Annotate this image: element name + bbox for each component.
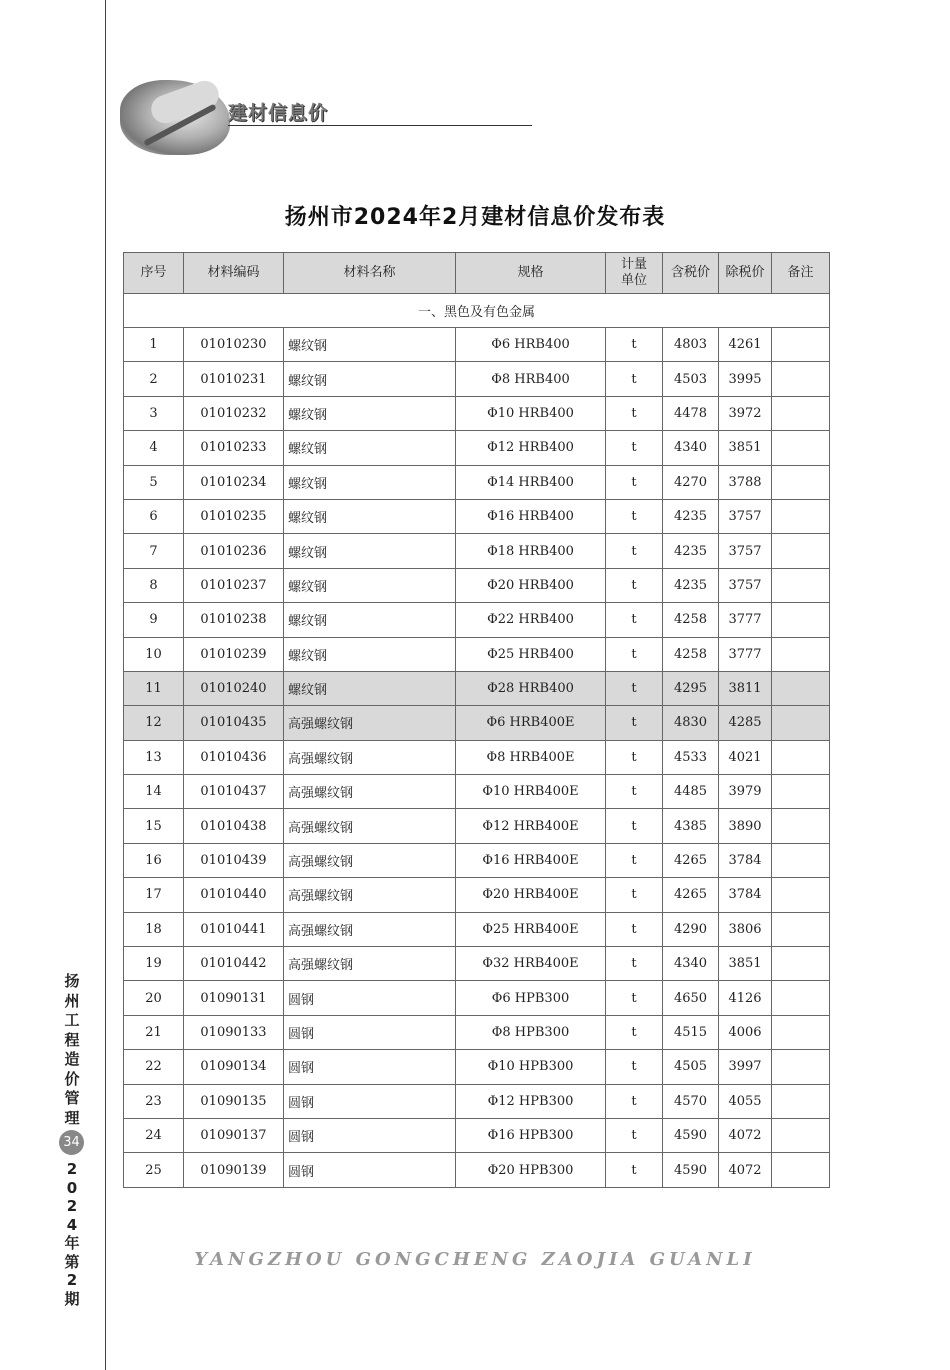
row-remark <box>772 878 830 912</box>
table-row <box>124 1084 830 1118</box>
table-row <box>124 568 830 602</box>
row-name: 高强螺纹钢 <box>284 947 456 981</box>
row-remark <box>772 603 830 637</box>
row-price-notax: 4126 <box>719 981 772 1015</box>
row-price-notax: 3851 <box>719 431 772 465</box>
row-price-notax: 3757 <box>719 534 772 568</box>
row-price-tax: 4340 <box>663 431 719 465</box>
row-spec: Φ8 HRB400 <box>456 362 606 396</box>
journal-name-vertical <box>58 972 86 1128</box>
row-price-tax: 4340 <box>663 947 719 981</box>
row-spec: Φ28 HRB400 <box>456 671 606 705</box>
row-spec: Φ8 HRB400E <box>456 740 606 774</box>
row-remark <box>772 809 830 843</box>
row-seq: 14 <box>124 775 184 809</box>
row-remark <box>772 637 830 671</box>
row-spec: Φ12 HRB400 <box>456 431 606 465</box>
row-seq: 5 <box>124 465 184 499</box>
header-underline <box>228 125 532 126</box>
section-title: 建材信息价 <box>228 102 329 124</box>
row-seq: 18 <box>124 912 184 946</box>
row-spec: Φ6 HPB300 <box>456 981 606 1015</box>
row-seq: 22 <box>124 1050 184 1084</box>
row-code: 01010240 <box>184 671 284 705</box>
row-name: 高强螺纹钢 <box>284 912 456 946</box>
row-seq: 15 <box>124 809 184 843</box>
issue-text: 2024年第2期 <box>64 1160 80 1308</box>
row-price-notax: 3890 <box>719 809 772 843</box>
row-remark <box>772 671 830 705</box>
row-unit: t <box>606 534 663 568</box>
category-label: 一、黑色及有色金属 <box>124 294 830 328</box>
row-spec: Φ10 HPB300 <box>456 1050 606 1084</box>
row-seq: 13 <box>124 740 184 774</box>
price-table <box>123 252 830 1188</box>
header-remark: 备注 <box>772 253 830 294</box>
row-spec: Φ14 HRB400 <box>456 465 606 499</box>
row-name: 螺纹钢 <box>284 568 456 602</box>
row-price-notax: 4021 <box>719 740 772 774</box>
row-spec: Φ20 HRB400 <box>456 568 606 602</box>
row-seq: 3 <box>124 396 184 430</box>
table-row <box>124 912 830 946</box>
row-name: 螺纹钢 <box>284 396 456 430</box>
row-price-tax: 4515 <box>663 1015 719 1049</box>
row-code: 01010441 <box>184 912 284 946</box>
row-price-tax: 4385 <box>663 809 719 843</box>
row-unit: t <box>606 740 663 774</box>
row-price-notax: 3757 <box>719 499 772 533</box>
table-row <box>124 328 830 362</box>
row-unit: t <box>606 1118 663 1152</box>
row-remark <box>772 499 830 533</box>
row-seq: 25 <box>124 1153 184 1187</box>
row-code: 01090139 <box>184 1153 284 1187</box>
row-price-notax: 3997 <box>719 1050 772 1084</box>
row-price-notax: 4006 <box>719 1015 772 1049</box>
row-remark <box>772 740 830 774</box>
row-seq: 24 <box>124 1118 184 1152</box>
header-price-notax: 除税价 <box>719 253 772 294</box>
row-price-notax: 3784 <box>719 878 772 912</box>
row-unit: t <box>606 671 663 705</box>
row-unit: t <box>606 1084 663 1118</box>
row-remark <box>772 568 830 602</box>
row-spec: Φ20 HPB300 <box>456 1153 606 1187</box>
row-unit: t <box>606 1015 663 1049</box>
header-spec: 规格 <box>456 253 606 294</box>
row-price-tax: 4485 <box>663 775 719 809</box>
row-remark <box>772 328 830 362</box>
row-unit: t <box>606 568 663 602</box>
header-hand-photo <box>120 80 230 155</box>
page-title: 扬州市2024年2月建材信息价发布表 <box>284 205 666 230</box>
row-price-tax: 4803 <box>663 328 719 362</box>
row-seq: 6 <box>124 499 184 533</box>
row-remark <box>772 362 830 396</box>
row-name: 圆钢 <box>284 1050 456 1084</box>
row-price-notax: 3757 <box>719 568 772 602</box>
row-name: 圆钢 <box>284 1153 456 1187</box>
row-code: 01010233 <box>184 431 284 465</box>
row-price-tax: 4478 <box>663 396 719 430</box>
row-price-notax: 3784 <box>719 843 772 877</box>
row-price-notax: 3995 <box>719 362 772 396</box>
row-unit: t <box>606 637 663 671</box>
row-spec: Φ10 HRB400 <box>456 396 606 430</box>
header-code: 材料编码 <box>184 253 284 294</box>
row-code: 01010440 <box>184 878 284 912</box>
row-code: 01010238 <box>184 603 284 637</box>
row-remark <box>772 465 830 499</box>
journal-name-text: 扬州工程造价管理 <box>64 972 80 1127</box>
table-row <box>124 1015 830 1049</box>
table-row <box>124 637 830 671</box>
header-name: 材料名称 <box>284 253 456 294</box>
row-seq: 21 <box>124 1015 184 1049</box>
row-name: 螺纹钢 <box>284 534 456 568</box>
row-price-tax: 4590 <box>663 1118 719 1152</box>
row-seq: 12 <box>124 706 184 740</box>
row-code: 01090131 <box>184 981 284 1015</box>
table-row <box>124 671 830 705</box>
row-price-tax: 4258 <box>663 637 719 671</box>
table-row <box>124 431 830 465</box>
row-spec: Φ6 HRB400 <box>456 328 606 362</box>
table-row <box>124 603 830 637</box>
table-row <box>124 947 830 981</box>
row-code: 01010439 <box>184 843 284 877</box>
row-unit: t <box>606 981 663 1015</box>
table-row <box>124 1118 830 1152</box>
row-price-notax: 3777 <box>719 637 772 671</box>
row-unit: t <box>606 328 663 362</box>
row-seq: 7 <box>124 534 184 568</box>
row-seq: 2 <box>124 362 184 396</box>
table-header-row <box>124 253 830 294</box>
row-name: 高强螺纹钢 <box>284 706 456 740</box>
row-price-notax: 3777 <box>719 603 772 637</box>
row-seq: 16 <box>124 843 184 877</box>
row-spec: Φ8 HPB300 <box>456 1015 606 1049</box>
row-price-tax: 4265 <box>663 843 719 877</box>
row-unit: t <box>606 431 663 465</box>
row-price-notax: 3972 <box>719 396 772 430</box>
row-seq: 4 <box>124 431 184 465</box>
row-seq: 8 <box>124 568 184 602</box>
row-price-tax: 4505 <box>663 1050 719 1084</box>
row-unit: t <box>606 362 663 396</box>
row-seq: 11 <box>124 671 184 705</box>
row-code: 01090135 <box>184 1084 284 1118</box>
row-price-notax: 4055 <box>719 1084 772 1118</box>
row-remark <box>772 534 830 568</box>
row-spec: Φ6 HRB400E <box>456 706 606 740</box>
row-price-notax: 4285 <box>719 706 772 740</box>
row-spec: Φ32 HRB400E <box>456 947 606 981</box>
row-price-notax: 4261 <box>719 328 772 362</box>
row-name: 螺纹钢 <box>284 499 456 533</box>
row-price-tax: 4270 <box>663 465 719 499</box>
row-price-tax: 4290 <box>663 912 719 946</box>
category-row <box>124 294 830 328</box>
row-price-tax: 4295 <box>663 671 719 705</box>
table-row <box>124 534 830 568</box>
row-price-notax: 3806 <box>719 912 772 946</box>
table-row <box>124 981 830 1015</box>
row-spec: Φ18 HRB400 <box>456 534 606 568</box>
row-name: 高强螺纹钢 <box>284 878 456 912</box>
row-code: 01010230 <box>184 328 284 362</box>
row-name: 螺纹钢 <box>284 637 456 671</box>
row-code: 01010436 <box>184 740 284 774</box>
row-name: 螺纹钢 <box>284 431 456 465</box>
row-seq: 20 <box>124 981 184 1015</box>
row-price-notax: 3788 <box>719 465 772 499</box>
row-name: 高强螺纹钢 <box>284 740 456 774</box>
row-name: 圆钢 <box>284 1118 456 1152</box>
table-row <box>124 499 830 533</box>
row-remark <box>772 1084 830 1118</box>
table-row <box>124 706 830 740</box>
row-name: 高强螺纹钢 <box>284 843 456 877</box>
row-name: 螺纹钢 <box>284 671 456 705</box>
row-code: 01090133 <box>184 1015 284 1049</box>
row-remark <box>772 1153 830 1187</box>
row-unit: t <box>606 912 663 946</box>
row-unit: t <box>606 1050 663 1084</box>
row-remark <box>772 843 830 877</box>
row-price-notax: 4072 <box>719 1153 772 1187</box>
row-unit: t <box>606 465 663 499</box>
row-remark <box>772 981 830 1015</box>
table-row <box>124 843 830 877</box>
row-seq: 9 <box>124 603 184 637</box>
row-remark <box>772 1118 830 1152</box>
table-row <box>124 396 830 430</box>
row-price-tax: 4570 <box>663 1084 719 1118</box>
row-name: 螺纹钢 <box>284 362 456 396</box>
row-remark <box>772 706 830 740</box>
row-unit: t <box>606 843 663 877</box>
row-spec: Φ16 HRB400E <box>456 843 606 877</box>
row-price-notax: 3979 <box>719 775 772 809</box>
row-name: 螺纹钢 <box>284 328 456 362</box>
row-unit: t <box>606 603 663 637</box>
row-name: 圆钢 <box>284 981 456 1015</box>
row-price-tax: 4830 <box>663 706 719 740</box>
row-code: 01010437 <box>184 775 284 809</box>
row-code: 01090134 <box>184 1050 284 1084</box>
row-code: 01010234 <box>184 465 284 499</box>
row-code: 01010239 <box>184 637 284 671</box>
row-spec: Φ25 HRB400 <box>456 637 606 671</box>
row-name: 螺纹钢 <box>284 465 456 499</box>
table-row <box>124 362 830 396</box>
row-spec: Φ16 HPB300 <box>456 1118 606 1152</box>
page-number-badge: 34 <box>59 1130 84 1155</box>
row-name: 高强螺纹钢 <box>284 775 456 809</box>
table-row <box>124 740 830 774</box>
table-row <box>124 465 830 499</box>
row-unit: t <box>606 396 663 430</box>
row-spec: Φ22 HRB400 <box>456 603 606 637</box>
row-name: 螺纹钢 <box>284 603 456 637</box>
row-unit: t <box>606 499 663 533</box>
table-row <box>124 1153 830 1187</box>
row-price-notax: 3851 <box>719 947 772 981</box>
row-code: 01010237 <box>184 568 284 602</box>
row-spec: Φ12 HPB300 <box>456 1084 606 1118</box>
row-spec: Φ25 HRB400E <box>456 912 606 946</box>
row-price-tax: 4235 <box>663 499 719 533</box>
row-spec: Φ10 HRB400E <box>456 775 606 809</box>
row-remark <box>772 947 830 981</box>
footer-journal-pinyin: YANGZHOU GONGCHENG ZAOJIA GUANLI <box>194 1249 756 1270</box>
row-unit: t <box>606 878 663 912</box>
row-price-tax: 4235 <box>663 568 719 602</box>
row-seq: 10 <box>124 637 184 671</box>
row-code: 01010435 <box>184 706 284 740</box>
row-code: 01010236 <box>184 534 284 568</box>
table-row <box>124 775 830 809</box>
row-price-tax: 4533 <box>663 740 719 774</box>
row-code: 01010231 <box>184 362 284 396</box>
table-row <box>124 1050 830 1084</box>
row-spec: Φ16 HRB400 <box>456 499 606 533</box>
row-remark <box>772 912 830 946</box>
header-unit: 计量 单位 <box>606 253 663 294</box>
row-remark <box>772 775 830 809</box>
row-price-tax: 4235 <box>663 534 719 568</box>
row-code: 01090137 <box>184 1118 284 1152</box>
row-seq: 17 <box>124 878 184 912</box>
issue-vertical <box>58 1160 86 1308</box>
row-spec: Φ12 HRB400E <box>456 809 606 843</box>
header-seq: 序号 <box>124 253 184 294</box>
row-name: 圆钢 <box>284 1015 456 1049</box>
row-price-tax: 4265 <box>663 878 719 912</box>
row-code: 01010438 <box>184 809 284 843</box>
row-remark <box>772 431 830 465</box>
row-price-tax: 4258 <box>663 603 719 637</box>
row-unit: t <box>606 706 663 740</box>
row-unit: t <box>606 947 663 981</box>
row-code: 01010235 <box>184 499 284 533</box>
row-price-tax: 4503 <box>663 362 719 396</box>
row-seq: 1 <box>124 328 184 362</box>
row-price-notax: 3811 <box>719 671 772 705</box>
row-seq: 19 <box>124 947 184 981</box>
table-row <box>124 878 830 912</box>
row-price-tax: 4650 <box>663 981 719 1015</box>
row-unit: t <box>606 809 663 843</box>
row-code: 01010232 <box>184 396 284 430</box>
row-remark <box>772 1015 830 1049</box>
row-code: 01010442 <box>184 947 284 981</box>
row-spec: Φ20 HRB400E <box>456 878 606 912</box>
row-unit: t <box>606 775 663 809</box>
row-name: 高强螺纹钢 <box>284 809 456 843</box>
row-remark <box>772 1050 830 1084</box>
row-price-tax: 4590 <box>663 1153 719 1187</box>
row-remark <box>772 396 830 430</box>
row-seq: 23 <box>124 1084 184 1118</box>
row-name: 圆钢 <box>284 1084 456 1118</box>
row-unit: t <box>606 1153 663 1187</box>
table-row <box>124 809 830 843</box>
row-price-notax: 4072 <box>719 1118 772 1152</box>
header-price-tax: 含税价 <box>663 253 719 294</box>
